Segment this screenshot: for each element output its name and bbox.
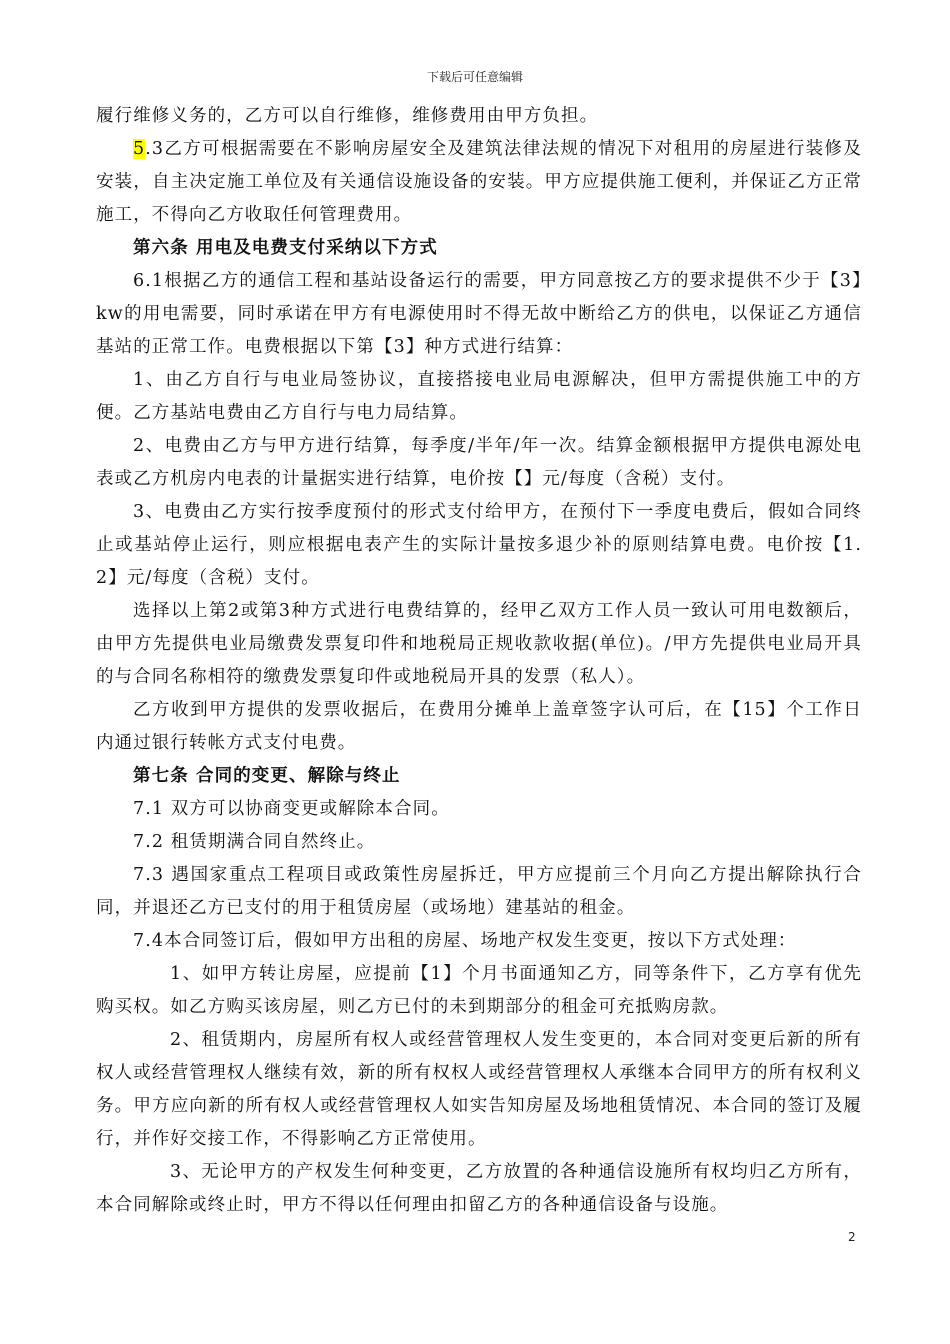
paragraph-7-4-item-1: 1、如甲方转让房屋，应提前【1】个月书面通知乙方，同等条件下，乙方享有优先购买权。如乙方购买该房屋，则乙方已付的未到期部分的租金可充抵购房款。: [96, 964, 862, 1017]
paragraph-7-3: 7.3 遇国家重点工程项目或政策性房屋拆迁，甲方应提前三个月向乙方提出解除执行合同，并退还乙方已支付的用于租赁房屋（或场地）建基站的租金。: [96, 865, 862, 918]
paragraph-5-2-continued: 履行维修义务的，乙方可以自行维修，维修费用由甲方负担。: [96, 106, 599, 126]
paragraph-7-2: 7.2 租赁期满合同自然终止。: [133, 832, 376, 852]
paragraph-6-payment: 乙方收到甲方提供的发票收据后，在费用分摊单上盖章签字认可后，在【15】个工作日内通过银行转帐方式支付电费。: [96, 700, 862, 753]
article-6-heading: 第六条 用电及电费支付采纳以下方式: [133, 238, 438, 258]
highlighted-section-number: 5: [133, 139, 146, 159]
paragraph-6-option-2: 2、电费由乙方与甲方进行结算，每季度/半年/年一次。结算金额根据甲方提供电源处电表或乙方机房内电表的计量据实进行结算，电价按【】元/每度（含税）支付。: [96, 436, 862, 489]
paragraph-7-4-item-3: 3、无论甲方的产权发生何种变更，乙方放置的各种通信设施所有权均归乙方所有，本合同解除或终止时，甲方不得以任何理由扣留乙方的各种通信设备与设施。: [96, 1162, 862, 1215]
page-number: 2: [848, 1230, 856, 1244]
paragraph-6-option-1: 1、由乙方自行与电业局签协议，直接搭接电业局电源解决，但甲方需提供施工中的方便。乙方基站电费由乙方自行与电力局结算。: [96, 370, 862, 423]
paragraph-7-1: 7.1 双方可以协商变更或解除本合同。: [133, 799, 450, 819]
paragraph-6-1: 6.1根据乙方的通信工程和基站设备运行的需要，甲方同意按乙方的要求提供不少于【3】kw的用电需要，同时承诺在甲方有电源使用时不得无故中断给乙方的供电，以保证乙方通信基站的正常工作。电费根据以下第【3】种方式进行结算：: [96, 271, 862, 357]
paragraph-7-4-item-2: 2、租赁期内，房屋所有权人或经营管理权人发生变更的，本合同对变更后新的所有权人或经营管理权人继续有效，新的所有权权人或经营管理权人承继本合同甲方的所有权利义务。甲方应向新的所有权人或经营管理权人如实告知房屋及场地租赁情况、本合同的签订及履行，并作好交接工作，不得影响乙方正常使用。: [96, 1030, 862, 1149]
document-body: [96, 100, 862, 1222]
paragraph-6-option-3: 3、电费由乙方实行按季度预付的形式支付给甲方，在预付下一季度电费后，假如合同终止或基站停止运行，则应根据电表产生的实际计量按多退少补的原则结算电费。电价按【1.2】元/每度（含税）支付。: [96, 502, 862, 588]
paragraph-5-3: [96, 133, 862, 232]
paragraph-5-3-text: .3乙方可根据需要在不影响房屋安全及建筑法律法规的情况下对租用的房屋进行装修及安装，自主决定施工单位及有关通信设施设备的安装。甲方应提供施工便利，并保证乙方正常施工，不得向乙方收取任何管理费用。: [96, 139, 862, 225]
paragraph-7-4: 7.4本合同签订后，假如甲方出租的房屋、场地产权发生变更，按以下方式处理：: [133, 931, 797, 951]
page-header: 下载后可任意编辑: [426, 70, 523, 84]
article-7-heading: 第七条 合同的变更、解除与终止: [133, 766, 401, 786]
paragraph-6-selection: 选择以上第2或第3种方式进行电费结算的，经甲乙双方工作人员一致认可用电数额后，由甲方先提供电业局缴费发票复印件和地税局正规收款收据(单位)。/甲方先提供电业局开具的与合同名称相符的缴费发票复印件或地税局开具的发票（私人）。: [96, 601, 862, 687]
